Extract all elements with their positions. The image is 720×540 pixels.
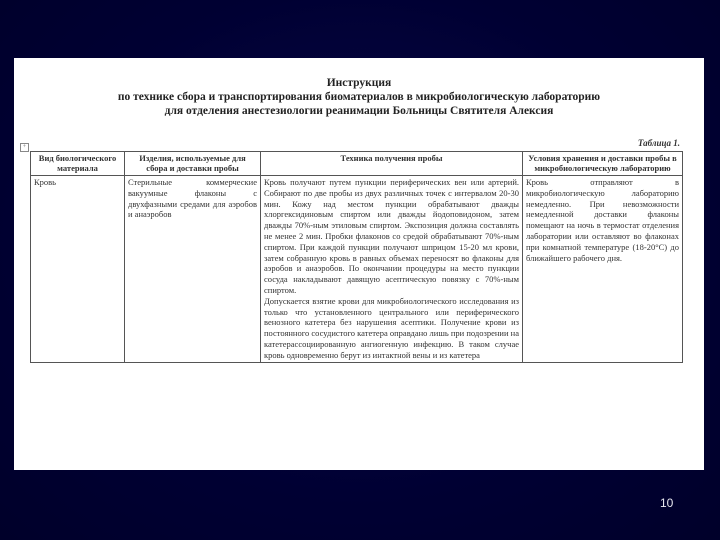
heading-subtitle-1: по технике сбора и транспортирования биоматериалов в микробиологическую лабораторию [117, 91, 601, 103]
header-devices: Изделия, используемые для сбора и доставки пробы [125, 152, 261, 176]
cell-storage: Кровь отправляют в микробиологическую лабораторию немедленно. При невозможности немедленной доставки флаконы помещают на ночь в термостат отделения лаборатории или оставляют во флаконах при комнатной температуре (18-20°С) до ближайшего рабочего дня. [523, 176, 683, 363]
cell-material: Кровь [31, 176, 125, 363]
header-technique: Техника получения пробы [261, 152, 523, 176]
document-image [14, 58, 704, 470]
cell-devices: Стерильные коммерческие вакуумные флаконы с двухфазными средами для аэробов и анаэробов [125, 176, 261, 363]
table-anchor-icon: + [20, 143, 29, 152]
technique-paragraph-1: Кровь получают путем пункции периферических вен или артерий. Собирают по две пробы из двух различных точек с интервалом 20-30 мин. Кожу над местом пункции обрабатывают дважды хлоргексидиновым спиртом или дважды йодоповидоном, затем дважды 70%-ным этиловым спиртом. Экспозиция должна составлять не менее 2 мин. Пробки флаконов со средой обрабатывают 70%-ным спиртом. При каждой пункции получают шприцом 15-20 мл крови, затем собранную кровь в равных объемах переносят во флаконы для аэробов и анаэробов. По окончании процедуры на место пункции сосуда накладывают давящую асептическую повязку с 70%-ным спиртом. [264, 177, 519, 295]
heading-title: Инструкция [326, 77, 392, 89]
heading-subtitle-2: для отделения анестезиологии реанимации Больницы Святителя Алексия [164, 105, 554, 117]
header-storage: Условия хранения и доставки пробы в микробиологическую лабораторию [523, 152, 683, 176]
table-row [31, 176, 683, 363]
instruction-table [30, 151, 683, 363]
table-caption: Таблица 1. [637, 138, 680, 148]
header-material: Вид биологического материала [31, 152, 125, 176]
slide-page-number: 10 [660, 496, 674, 510]
cell-technique [261, 176, 523, 363]
technique-paragraph-2: Допускается взятие крови для микробиологического исследования из только что установленного центрального или периферического венозного катетера без нарушения асептики. Получение крови из постоянного сосудистого катетера оправдано лишь при подозрении на катетерассоциированную ангиогенную инфекцию. В таком случае кровь одновременно берут из интактной вены и из катетера [264, 295, 519, 360]
document-heading [14, 76, 704, 118]
table-header-row [31, 152, 683, 176]
